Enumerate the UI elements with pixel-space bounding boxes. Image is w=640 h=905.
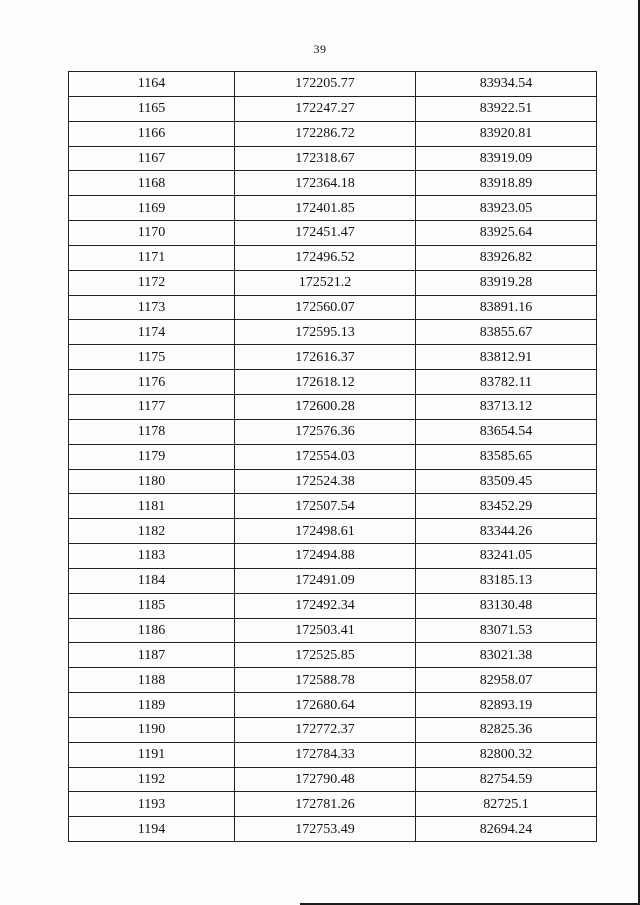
table-row xyxy=(69,295,597,320)
x-coordinate-cell: 172507.54 xyxy=(235,494,416,519)
point-number-cell: 1192 xyxy=(69,767,235,792)
x-coordinate-cell: 172498.61 xyxy=(235,519,416,544)
x-coordinate-cell: 172364.18 xyxy=(235,171,416,196)
point-number-cell: 1177 xyxy=(69,394,235,419)
y-coordinate-cell: 83919.09 xyxy=(416,146,597,171)
table-row xyxy=(69,419,597,444)
table-row xyxy=(69,568,597,593)
table-row xyxy=(69,394,597,419)
x-coordinate-cell: 172318.67 xyxy=(235,146,416,171)
x-coordinate-cell: 172588.78 xyxy=(235,668,416,693)
x-coordinate-cell: 172503.41 xyxy=(235,618,416,643)
y-coordinate-cell: 83585.65 xyxy=(416,444,597,469)
point-number-cell: 1188 xyxy=(69,668,235,693)
x-coordinate-cell: 172492.34 xyxy=(235,593,416,618)
x-coordinate-cell: 172205.77 xyxy=(235,72,416,97)
point-number-cell: 1174 xyxy=(69,320,235,345)
point-number-cell: 1168 xyxy=(69,171,235,196)
y-coordinate-cell: 83926.82 xyxy=(416,245,597,270)
point-number-cell: 1170 xyxy=(69,221,235,246)
point-number-cell: 1189 xyxy=(69,693,235,718)
y-coordinate-cell: 83344.26 xyxy=(416,519,597,544)
table-row xyxy=(69,792,597,817)
x-coordinate-cell: 172680.64 xyxy=(235,693,416,718)
table-row xyxy=(69,345,597,370)
y-coordinate-cell: 83919.28 xyxy=(416,270,597,295)
x-coordinate-cell: 172753.49 xyxy=(235,817,416,842)
point-number-cell: 1194 xyxy=(69,817,235,842)
x-coordinate-cell: 172790.48 xyxy=(235,767,416,792)
point-number-cell: 1191 xyxy=(69,742,235,767)
y-coordinate-cell: 83855.67 xyxy=(416,320,597,345)
table-row xyxy=(69,270,597,295)
point-number-cell: 1167 xyxy=(69,146,235,171)
table-row xyxy=(69,519,597,544)
point-number-cell: 1184 xyxy=(69,568,235,593)
x-coordinate-cell: 172595.13 xyxy=(235,320,416,345)
table-row xyxy=(69,171,597,196)
y-coordinate-cell: 83509.45 xyxy=(416,469,597,494)
x-coordinate-cell: 172247.27 xyxy=(235,96,416,121)
point-number-cell: 1173 xyxy=(69,295,235,320)
table-row xyxy=(69,593,597,618)
point-number-cell: 1180 xyxy=(69,469,235,494)
table-row xyxy=(69,817,597,842)
y-coordinate-cell: 83891.16 xyxy=(416,295,597,320)
y-coordinate-cell: 83071.53 xyxy=(416,618,597,643)
x-coordinate-cell: 172496.52 xyxy=(235,245,416,270)
point-number-cell: 1186 xyxy=(69,618,235,643)
table-row xyxy=(69,370,597,395)
table-row xyxy=(69,196,597,221)
x-coordinate-cell: 172772.37 xyxy=(235,717,416,742)
table-row xyxy=(69,767,597,792)
y-coordinate-cell: 82694.24 xyxy=(416,817,597,842)
point-number-cell: 1178 xyxy=(69,419,235,444)
table-row xyxy=(69,221,597,246)
y-coordinate-cell: 83782.11 xyxy=(416,370,597,395)
point-number-cell: 1165 xyxy=(69,96,235,121)
table-row xyxy=(69,469,597,494)
x-coordinate-cell: 172525.85 xyxy=(235,643,416,668)
x-coordinate-cell: 172554.03 xyxy=(235,444,416,469)
table-row xyxy=(69,121,597,146)
point-number-cell: 1171 xyxy=(69,245,235,270)
point-number-cell: 1164 xyxy=(69,72,235,97)
y-coordinate-cell: 83920.81 xyxy=(416,121,597,146)
table-row xyxy=(69,494,597,519)
table-row xyxy=(69,72,597,97)
table-row xyxy=(69,146,597,171)
x-coordinate-cell: 172560.07 xyxy=(235,295,416,320)
y-coordinate-cell: 83918.89 xyxy=(416,171,597,196)
y-coordinate-cell: 82825.36 xyxy=(416,717,597,742)
x-coordinate-cell: 172576.36 xyxy=(235,419,416,444)
point-number-cell: 1175 xyxy=(69,345,235,370)
x-coordinate-cell: 172401.85 xyxy=(235,196,416,221)
y-coordinate-cell: 83452.29 xyxy=(416,494,597,519)
table-row xyxy=(69,693,597,718)
x-coordinate-cell: 172616.37 xyxy=(235,345,416,370)
y-coordinate-cell: 83654.54 xyxy=(416,419,597,444)
point-number-cell: 1172 xyxy=(69,270,235,295)
table-row xyxy=(69,742,597,767)
y-coordinate-cell: 83130.48 xyxy=(416,593,597,618)
y-coordinate-cell: 83713.12 xyxy=(416,394,597,419)
x-coordinate-cell: 172286.72 xyxy=(235,121,416,146)
page-number: 39 xyxy=(313,42,327,56)
y-coordinate-cell: 83923.05 xyxy=(416,196,597,221)
y-coordinate-cell: 83922.51 xyxy=(416,96,597,121)
x-coordinate-cell: 172524.38 xyxy=(235,469,416,494)
x-coordinate-cell: 172600.28 xyxy=(235,394,416,419)
y-coordinate-cell: 82958.07 xyxy=(416,668,597,693)
table-row xyxy=(69,544,597,569)
point-number-cell: 1181 xyxy=(69,494,235,519)
x-coordinate-cell: 172494.88 xyxy=(235,544,416,569)
x-coordinate-cell: 172451.47 xyxy=(235,221,416,246)
point-number-cell: 1176 xyxy=(69,370,235,395)
table-row xyxy=(69,643,597,668)
y-coordinate-cell: 82893.19 xyxy=(416,693,597,718)
coordinate-table xyxy=(68,71,597,842)
point-number-cell: 1166 xyxy=(69,121,235,146)
y-coordinate-cell: 83934.54 xyxy=(416,72,597,97)
x-coordinate-cell: 172618.12 xyxy=(235,370,416,395)
x-coordinate-cell: 172781.26 xyxy=(235,792,416,817)
x-coordinate-cell: 172521.2 xyxy=(235,270,416,295)
y-coordinate-cell: 82800.32 xyxy=(416,742,597,767)
table-row xyxy=(69,245,597,270)
table-row xyxy=(69,444,597,469)
point-number-cell: 1187 xyxy=(69,643,235,668)
table-row xyxy=(69,96,597,121)
y-coordinate-cell: 83185.13 xyxy=(416,568,597,593)
point-number-cell: 1193 xyxy=(69,792,235,817)
point-number-cell: 1179 xyxy=(69,444,235,469)
table-row xyxy=(69,320,597,345)
point-number-cell: 1190 xyxy=(69,717,235,742)
x-coordinate-cell: 172784.33 xyxy=(235,742,416,767)
y-coordinate-cell: 83021.38 xyxy=(416,643,597,668)
point-number-cell: 1185 xyxy=(69,593,235,618)
table-row xyxy=(69,717,597,742)
table-row xyxy=(69,668,597,693)
point-number-cell: 1182 xyxy=(69,519,235,544)
y-coordinate-cell: 83241.05 xyxy=(416,544,597,569)
point-number-cell: 1169 xyxy=(69,196,235,221)
y-coordinate-cell: 82754.59 xyxy=(416,767,597,792)
x-coordinate-cell: 172491.09 xyxy=(235,568,416,593)
y-coordinate-cell: 83925.64 xyxy=(416,221,597,246)
y-coordinate-cell: 83812.91 xyxy=(416,345,597,370)
table-row xyxy=(69,618,597,643)
coordinate-table-body xyxy=(69,72,597,842)
y-coordinate-cell: 82725.1 xyxy=(416,792,597,817)
point-number-cell: 1183 xyxy=(69,544,235,569)
